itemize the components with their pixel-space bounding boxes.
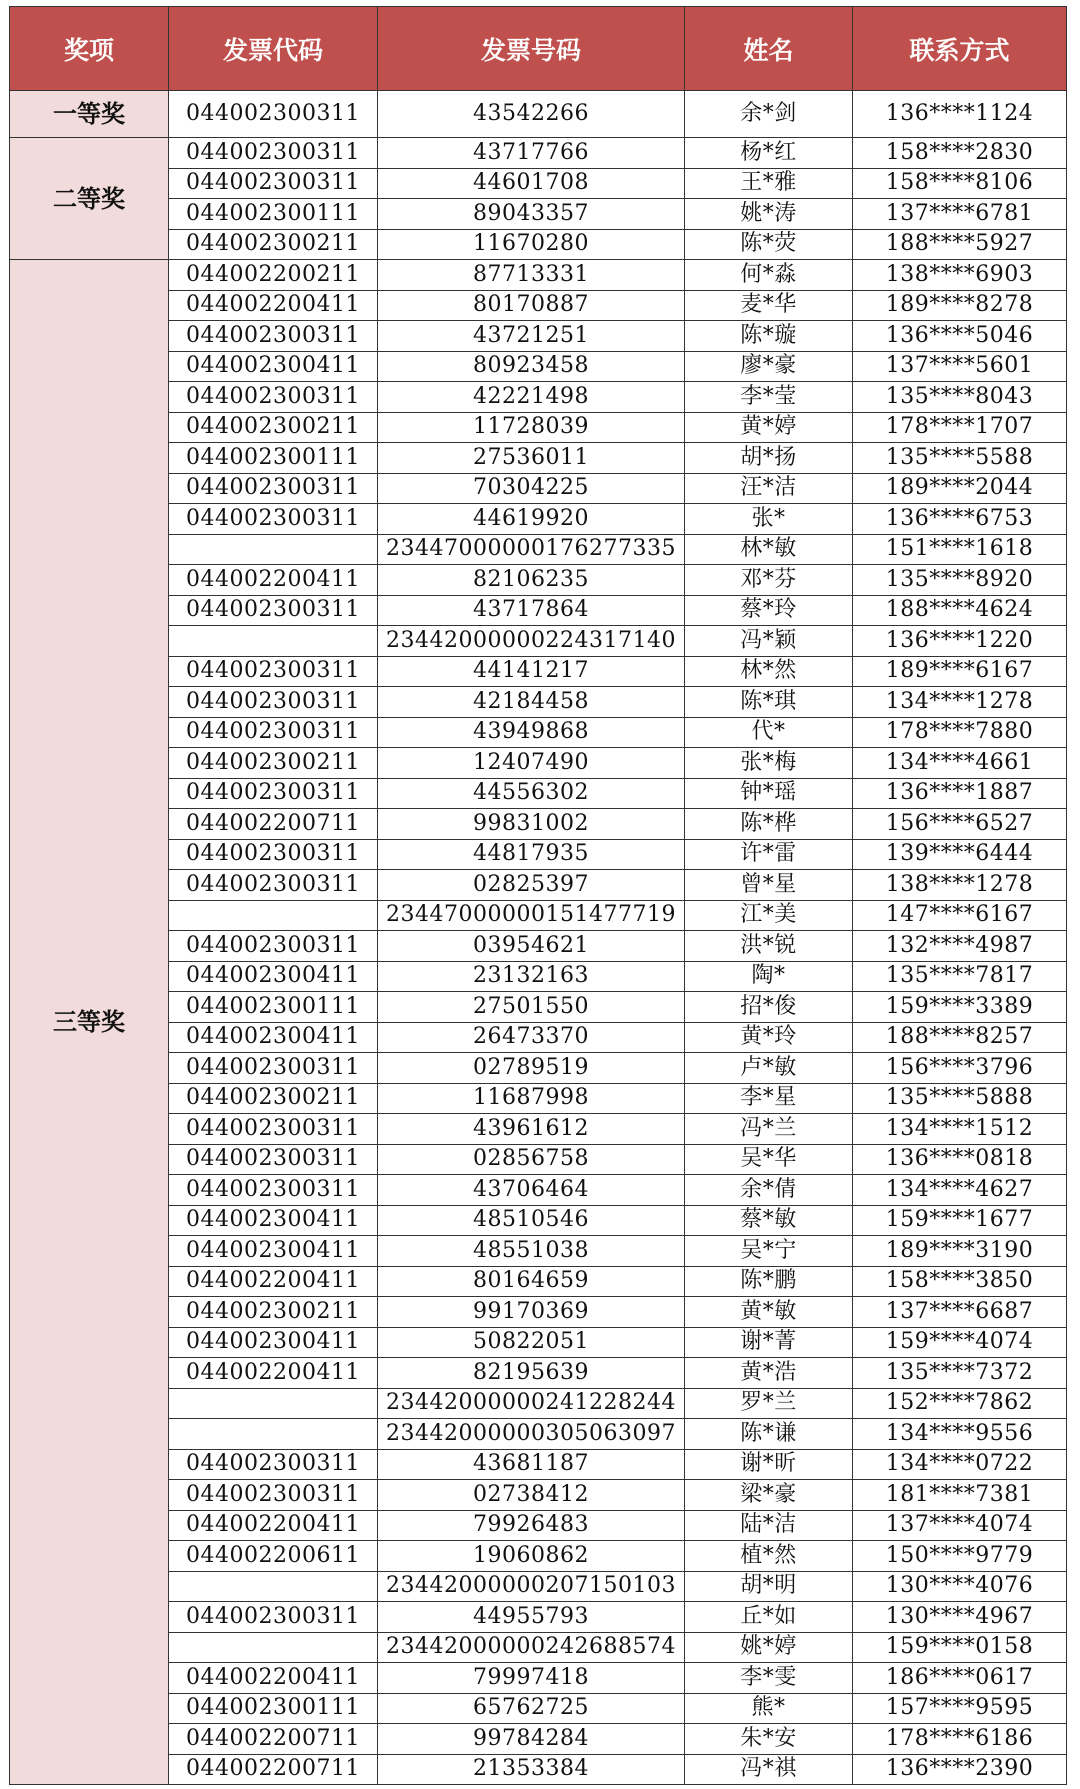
invoice-code-cell: 044002300311 (169, 138, 378, 169)
name-cell: 罗*兰 (685, 1388, 853, 1419)
invoice-number-cell: 23132163 (378, 961, 685, 992)
table-row (10, 1297, 1067, 1328)
invoice-number-cell: 11670280 (378, 229, 685, 260)
name-cell: 谢*昕 (685, 1449, 853, 1480)
contact-cell: 134****4627 (853, 1175, 1067, 1206)
table-row (10, 717, 1067, 748)
name-cell: 胡*明 (685, 1571, 853, 1602)
table-row (10, 351, 1067, 382)
contact-cell: 186****0617 (853, 1663, 1067, 1694)
invoice-code-cell: 044002300111 (169, 199, 378, 230)
table-row (10, 1571, 1067, 1602)
contact-cell: 134****0722 (853, 1449, 1067, 1480)
name-cell: 姚*婷 (685, 1632, 853, 1663)
invoice-number-cell: 02825397 (378, 870, 685, 901)
table-row (10, 809, 1067, 840)
name-cell: 余*剑 (685, 91, 853, 138)
name-cell: 王*雅 (685, 168, 853, 199)
invoice-number-cell: 11687998 (378, 1083, 685, 1114)
contact-cell: 156****6527 (853, 809, 1067, 840)
invoice-code-cell: 044002200211 (169, 260, 378, 291)
invoice-number-cell: 21353384 (378, 1754, 685, 1785)
contact-cell: 159****3389 (853, 992, 1067, 1023)
name-cell: 陶* (685, 961, 853, 992)
table-row (10, 1632, 1067, 1663)
contact-cell: 134****1278 (853, 687, 1067, 718)
name-cell: 曾*星 (685, 870, 853, 901)
table-row (10, 504, 1067, 535)
invoice-code-cell: 044002300311 (169, 656, 378, 687)
invoice-code-cell: 044002300311 (169, 931, 378, 962)
name-cell: 谢*菁 (685, 1327, 853, 1358)
contact-cell: 158****3850 (853, 1266, 1067, 1297)
contact-cell: 158****8106 (853, 168, 1067, 199)
invoice-number-cell: 11728039 (378, 412, 685, 443)
contact-cell: 136****5046 (853, 321, 1067, 352)
invoice-code-cell: 044002300411 (169, 1327, 378, 1358)
name-cell: 冯*颖 (685, 626, 853, 657)
invoice-number-cell: 70304225 (378, 473, 685, 504)
invoice-code-cell: 044002200411 (169, 1358, 378, 1389)
name-cell: 李*莹 (685, 382, 853, 413)
table-row (10, 992, 1067, 1023)
table-row (10, 412, 1067, 443)
contact-cell: 178****7880 (853, 717, 1067, 748)
invoice-code-cell: 044002300311 (169, 504, 378, 535)
invoice-number-cell: 03954621 (378, 931, 685, 962)
invoice-number-cell: 50822051 (378, 1327, 685, 1358)
contact-cell: 137****6687 (853, 1297, 1067, 1328)
invoice-number-cell: 43681187 (378, 1449, 685, 1480)
table-row (10, 656, 1067, 687)
invoice-number-cell: 44601708 (378, 168, 685, 199)
table-row (10, 168, 1067, 199)
invoice-code-cell: 044002300311 (169, 382, 378, 413)
name-cell: 冯*祺 (685, 1754, 853, 1785)
contact-cell: 181****7381 (853, 1480, 1067, 1511)
contact-cell: 130****4076 (853, 1571, 1067, 1602)
invoice-number-cell: 42221498 (378, 382, 685, 413)
invoice-code-cell: 044002300111 (169, 992, 378, 1023)
invoice-code-cell: 044002300111 (169, 443, 378, 474)
name-cell: 廖*豪 (685, 351, 853, 382)
name-cell: 江*美 (685, 900, 853, 931)
contact-cell: 147****6167 (853, 900, 1067, 931)
table-row (10, 900, 1067, 931)
name-cell: 冯*兰 (685, 1114, 853, 1145)
contact-cell: 130****4967 (853, 1602, 1067, 1633)
name-cell: 李*星 (685, 1083, 853, 1114)
invoice-number-cell: 23442000000305063097 (378, 1419, 685, 1450)
contact-cell: 150****9779 (853, 1541, 1067, 1572)
invoice-number-cell: 43706464 (378, 1175, 685, 1206)
name-cell: 陈*琪 (685, 687, 853, 718)
name-cell: 蔡*敏 (685, 1205, 853, 1236)
table-row (10, 1083, 1067, 1114)
invoice-code-cell: 044002300411 (169, 351, 378, 382)
header-row (10, 7, 1067, 91)
contact-cell: 159****0158 (853, 1632, 1067, 1663)
invoice-code-cell (169, 1419, 378, 1450)
invoice-code-cell: 044002300211 (169, 1297, 378, 1328)
invoice-code-cell (169, 900, 378, 931)
table-row (10, 870, 1067, 901)
name-cell: 丘*如 (685, 1602, 853, 1633)
invoice-number-cell: 82195639 (378, 1358, 685, 1389)
column-header-invoice-code: 发票代码 (169, 7, 378, 91)
name-cell: 邓*芬 (685, 565, 853, 596)
table-row (10, 443, 1067, 474)
contact-cell: 132****4987 (853, 931, 1067, 962)
name-cell: 胡*扬 (685, 443, 853, 474)
invoice-number-cell: 19060862 (378, 1541, 685, 1572)
table-row (10, 1022, 1067, 1053)
winners-table (9, 6, 1067, 1785)
invoice-code-cell: 044002300411 (169, 961, 378, 992)
table-row (10, 1419, 1067, 1450)
name-cell: 汪*洁 (685, 473, 853, 504)
table-row (10, 961, 1067, 992)
contact-cell: 189****8278 (853, 290, 1067, 321)
invoice-code-cell: 044002300311 (169, 778, 378, 809)
invoice-code-cell: 044002200711 (169, 1754, 378, 1785)
invoice-code-cell: 044002300211 (169, 1083, 378, 1114)
name-cell: 招*俊 (685, 992, 853, 1023)
invoice-number-cell: 12407490 (378, 748, 685, 779)
table-row (10, 1266, 1067, 1297)
table-body (10, 91, 1067, 1785)
column-header-prize: 奖项 (10, 7, 169, 91)
table-row (10, 534, 1067, 565)
invoice-number-cell: 27501550 (378, 992, 685, 1023)
name-cell: 黄*敏 (685, 1297, 853, 1328)
name-cell: 张*梅 (685, 748, 853, 779)
invoice-code-cell: 044002300211 (169, 748, 378, 779)
invoice-code-cell: 044002200411 (169, 290, 378, 321)
invoice-number-cell: 26473370 (378, 1022, 685, 1053)
invoice-code-cell: 044002300311 (169, 687, 378, 718)
invoice-code-cell: 044002200711 (169, 1724, 378, 1755)
name-cell: 陈*桦 (685, 809, 853, 840)
table-row (10, 1754, 1067, 1785)
table-header (10, 7, 1067, 91)
name-cell: 植*然 (685, 1541, 853, 1572)
name-cell: 许*雷 (685, 839, 853, 870)
contact-cell: 135****8043 (853, 382, 1067, 413)
name-cell: 熊* (685, 1693, 853, 1724)
table-row (10, 1053, 1067, 1084)
invoice-code-cell: 044002200611 (169, 1541, 378, 1572)
invoice-code-cell: 044002300311 (169, 473, 378, 504)
column-header-invoice-number: 发票号码 (378, 7, 685, 91)
invoice-code-cell: 044002300211 (169, 412, 378, 443)
table-row (10, 595, 1067, 626)
contact-cell: 137****6781 (853, 199, 1067, 230)
contact-cell: 157****9595 (853, 1693, 1067, 1724)
invoice-code-cell (169, 534, 378, 565)
invoice-number-cell: 43721251 (378, 321, 685, 352)
name-cell: 杨*红 (685, 138, 853, 169)
contact-cell: 138****6903 (853, 260, 1067, 291)
invoice-code-cell: 044002300311 (169, 1449, 378, 1480)
invoice-number-cell: 82106235 (378, 565, 685, 596)
contact-cell: 138****1278 (853, 870, 1067, 901)
invoice-code-cell: 044002300211 (169, 229, 378, 260)
table-row (10, 1358, 1067, 1389)
name-cell: 吴*华 (685, 1144, 853, 1175)
name-cell: 何*淼 (685, 260, 853, 291)
name-cell: 陆*洁 (685, 1510, 853, 1541)
contact-cell: 134****4661 (853, 748, 1067, 779)
invoice-number-cell: 42184458 (378, 687, 685, 718)
table-row (10, 199, 1067, 230)
contact-cell: 135****7817 (853, 961, 1067, 992)
name-cell: 麦*华 (685, 290, 853, 321)
name-cell: 黄*玲 (685, 1022, 853, 1053)
invoice-code-cell: 044002300411 (169, 1022, 378, 1053)
contact-cell: 189****3190 (853, 1236, 1067, 1267)
table-row (10, 778, 1067, 809)
contact-cell: 136****2390 (853, 1754, 1067, 1785)
contact-cell: 156****3796 (853, 1053, 1067, 1084)
table-row (10, 138, 1067, 169)
name-cell: 陈*璇 (685, 321, 853, 352)
name-cell: 姚*涛 (685, 199, 853, 230)
invoice-code-cell: 044002200411 (169, 1266, 378, 1297)
invoice-code-cell (169, 626, 378, 657)
invoice-number-cell: 23442000000242688574 (378, 1632, 685, 1663)
contact-cell: 136****1124 (853, 91, 1067, 138)
invoice-code-cell: 044002300311 (169, 1175, 378, 1206)
table-row (10, 931, 1067, 962)
invoice-number-cell: 27536011 (378, 443, 685, 474)
invoice-code-cell: 044002300311 (169, 839, 378, 870)
table-row (10, 1449, 1067, 1480)
prize-tier-cell: 一等奖 (10, 91, 169, 138)
invoice-code-cell (169, 1632, 378, 1663)
table-row (10, 1693, 1067, 1724)
invoice-code-cell: 044002200711 (169, 809, 378, 840)
invoice-code-cell: 044002300411 (169, 1205, 378, 1236)
contact-cell: 135****5588 (853, 443, 1067, 474)
contact-cell: 136****6753 (853, 504, 1067, 535)
column-header-contact: 联系方式 (853, 7, 1067, 91)
invoice-number-cell: 79997418 (378, 1663, 685, 1694)
invoice-code-cell: 044002300311 (169, 321, 378, 352)
contact-cell: 135****5888 (853, 1083, 1067, 1114)
invoice-code-cell: 044002300311 (169, 91, 378, 138)
invoice-code-cell: 044002300311 (169, 1144, 378, 1175)
table-row (10, 748, 1067, 779)
invoice-number-cell: 23442000000224317140 (378, 626, 685, 657)
invoice-number-cell: 80923458 (378, 351, 685, 382)
table-row (10, 1236, 1067, 1267)
invoice-code-cell: 044002300311 (169, 717, 378, 748)
invoice-code-cell: 044002300311 (169, 595, 378, 626)
name-cell: 李*雯 (685, 1663, 853, 1694)
name-cell: 林*敏 (685, 534, 853, 565)
invoice-number-cell: 43717864 (378, 595, 685, 626)
invoice-number-cell: 23442000000241228244 (378, 1388, 685, 1419)
invoice-code-cell: 044002200411 (169, 1663, 378, 1694)
invoice-number-cell: 44619920 (378, 504, 685, 535)
contact-cell: 188****8257 (853, 1022, 1067, 1053)
invoice-number-cell: 44141217 (378, 656, 685, 687)
name-cell: 代* (685, 717, 853, 748)
invoice-number-cell: 99784284 (378, 1724, 685, 1755)
invoice-number-cell: 23447000000176277335 (378, 534, 685, 565)
name-cell: 钟*瑶 (685, 778, 853, 809)
name-cell: 朱*安 (685, 1724, 853, 1755)
contact-cell: 134****9556 (853, 1419, 1067, 1450)
contact-cell: 139****6444 (853, 839, 1067, 870)
invoice-number-cell: 02738412 (378, 1480, 685, 1511)
invoice-code-cell: 044002300311 (169, 1114, 378, 1145)
name-cell: 陈*荧 (685, 229, 853, 260)
invoice-number-cell: 87713331 (378, 260, 685, 291)
name-cell: 张* (685, 504, 853, 535)
contact-cell: 135****8920 (853, 565, 1067, 596)
table-row (10, 1510, 1067, 1541)
name-cell: 卢*敏 (685, 1053, 853, 1084)
invoice-number-cell: 02789519 (378, 1053, 685, 1084)
table-row (10, 1388, 1067, 1419)
table-row (10, 1602, 1067, 1633)
contact-cell: 137****5601 (853, 351, 1067, 382)
invoice-number-cell: 23447000000151477719 (378, 900, 685, 931)
invoice-number-cell: 43961612 (378, 1114, 685, 1145)
invoice-number-cell: 48551038 (378, 1236, 685, 1267)
name-cell: 黄*浩 (685, 1358, 853, 1389)
invoice-number-cell: 99831002 (378, 809, 685, 840)
invoice-number-cell: 43717766 (378, 138, 685, 169)
invoice-number-cell: 80164659 (378, 1266, 685, 1297)
name-cell: 梁*豪 (685, 1480, 853, 1511)
table-row (10, 1205, 1067, 1236)
table-row (10, 1175, 1067, 1206)
invoice-code-cell: 044002300311 (169, 870, 378, 901)
name-cell: 洪*锐 (685, 931, 853, 962)
table-row (10, 91, 1067, 138)
invoice-number-cell: 80170887 (378, 290, 685, 321)
name-cell: 黄*婷 (685, 412, 853, 443)
contact-cell: 188****5927 (853, 229, 1067, 260)
table-row (10, 687, 1067, 718)
table-row (10, 1541, 1067, 1572)
contact-cell: 151****1618 (853, 534, 1067, 565)
table-row (10, 473, 1067, 504)
table-row (10, 260, 1067, 291)
table-row (10, 1724, 1067, 1755)
invoice-code-cell: 044002300311 (169, 1480, 378, 1511)
contact-cell: 158****2830 (853, 138, 1067, 169)
contact-cell: 159****1677 (853, 1205, 1067, 1236)
table-row (10, 382, 1067, 413)
table-row (10, 626, 1067, 657)
contact-cell: 136****0818 (853, 1144, 1067, 1175)
invoice-number-cell: 23442000000207150103 (378, 1571, 685, 1602)
table-row (10, 1327, 1067, 1358)
name-cell: 余*倩 (685, 1175, 853, 1206)
contact-cell: 178****1707 (853, 412, 1067, 443)
invoice-code-cell: 044002300111 (169, 1693, 378, 1724)
invoice-code-cell: 044002200411 (169, 1510, 378, 1541)
name-cell: 陈*谦 (685, 1419, 853, 1450)
table-row (10, 1480, 1067, 1511)
invoice-code-cell: 044002300311 (169, 168, 378, 199)
contact-cell: 188****4624 (853, 595, 1067, 626)
invoice-code-cell: 044002200411 (169, 565, 378, 596)
column-header-name: 姓名 (685, 7, 853, 91)
contact-cell: 136****1887 (853, 778, 1067, 809)
invoice-number-cell: 02856758 (378, 1144, 685, 1175)
table-row (10, 1144, 1067, 1175)
table-row (10, 290, 1067, 321)
contact-cell: 152****7862 (853, 1388, 1067, 1419)
contact-cell: 135****7372 (853, 1358, 1067, 1389)
contact-cell: 137****4074 (853, 1510, 1067, 1541)
invoice-number-cell: 43949868 (378, 717, 685, 748)
contact-cell: 159****4074 (853, 1327, 1067, 1358)
invoice-code-cell (169, 1388, 378, 1419)
table-row (10, 839, 1067, 870)
contact-cell: 178****6186 (853, 1724, 1067, 1755)
table-row (10, 321, 1067, 352)
invoice-number-cell: 99170369 (378, 1297, 685, 1328)
invoice-number-cell: 44955793 (378, 1602, 685, 1633)
table-row (10, 565, 1067, 596)
invoice-code-cell: 044002300311 (169, 1602, 378, 1633)
invoice-number-cell: 44556302 (378, 778, 685, 809)
invoice-number-cell: 79926483 (378, 1510, 685, 1541)
name-cell: 吴*宁 (685, 1236, 853, 1267)
invoice-code-cell: 044002300411 (169, 1236, 378, 1267)
contact-cell: 134****1512 (853, 1114, 1067, 1145)
contact-cell: 189****2044 (853, 473, 1067, 504)
invoice-code-cell: 044002300311 (169, 1053, 378, 1084)
name-cell: 陈*鹏 (685, 1266, 853, 1297)
invoice-number-cell: 44817935 (378, 839, 685, 870)
invoice-number-cell: 65762725 (378, 1693, 685, 1724)
invoice-number-cell: 48510546 (378, 1205, 685, 1236)
contact-cell: 136****1220 (853, 626, 1067, 657)
table-row (10, 229, 1067, 260)
prize-tier-cell: 二等奖 (10, 138, 169, 260)
name-cell: 蔡*玲 (685, 595, 853, 626)
contact-cell: 189****6167 (853, 656, 1067, 687)
name-cell: 林*然 (685, 656, 853, 687)
invoice-number-cell: 43542266 (378, 91, 685, 138)
table-row (10, 1114, 1067, 1145)
invoice-number-cell: 89043357 (378, 199, 685, 230)
prize-tier-cell: 三等奖 (10, 260, 169, 1785)
table-row (10, 1663, 1067, 1694)
invoice-code-cell (169, 1571, 378, 1602)
